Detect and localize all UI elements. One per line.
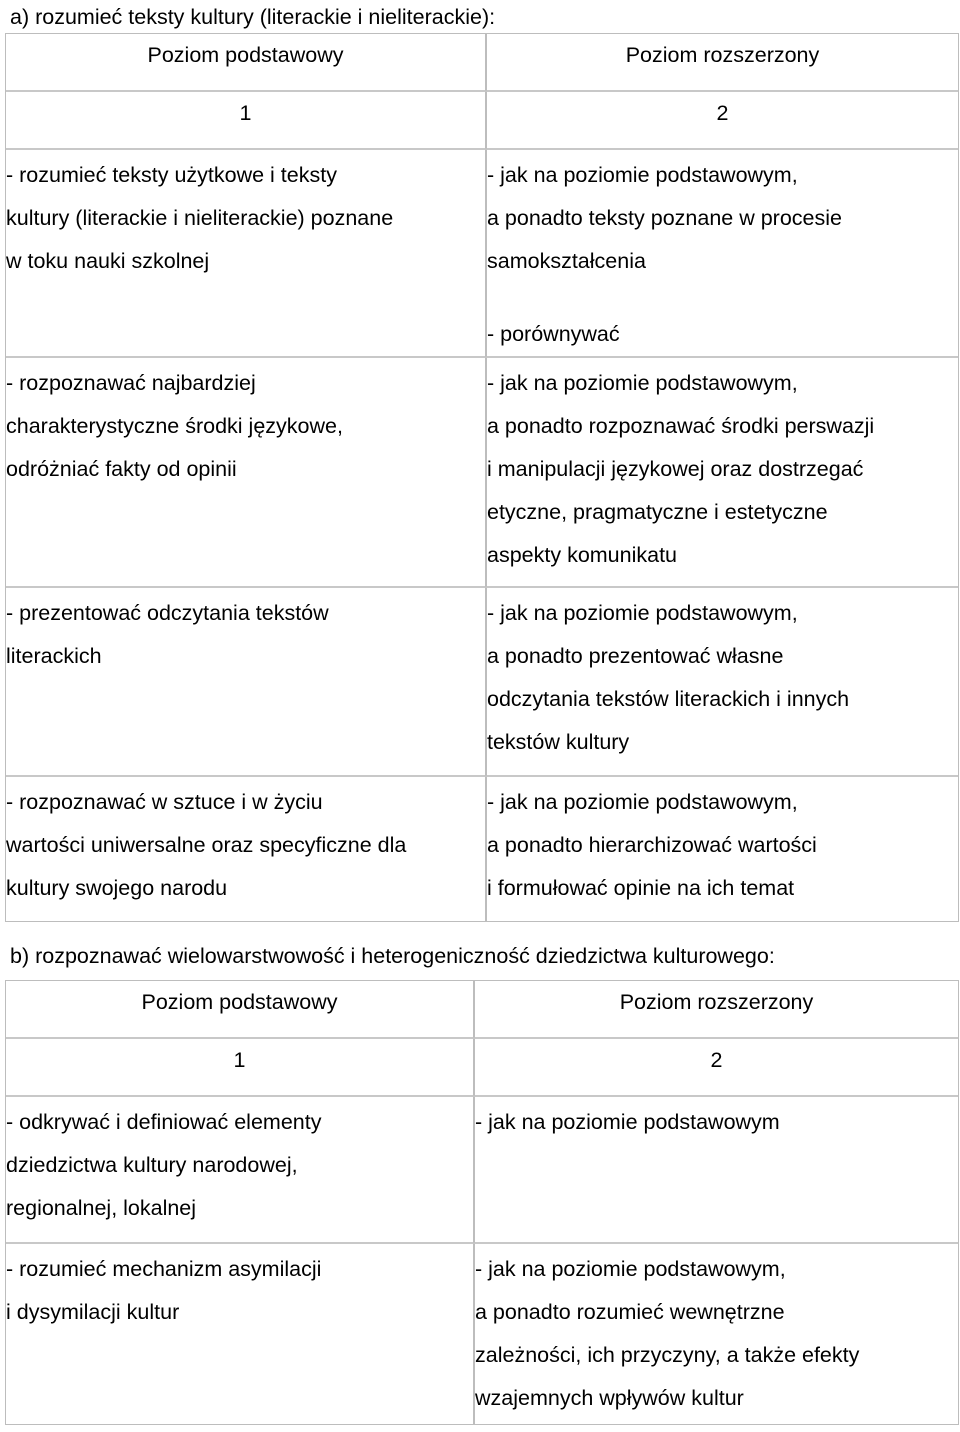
cell-line: dziedzictwa kultury narodowej, [6,1153,298,1177]
section-b-heading: b) rozpoznawać wielowarstwowość i heterogeniczność dziedzictwa kulturowego: [10,944,775,968]
cell-line: zależności, ich przyczyny, a także efekty [475,1343,860,1367]
table-header-row [6,981,958,1039]
cell-line: - jak na poziomie podstawowym, [475,1257,786,1281]
cell-extended [474,1097,958,1244]
table-header-row [6,34,958,92]
cell-line: kultury swojego narodu [6,876,228,900]
cell-line: literackich [6,644,102,668]
cell-line: odczytania tekstów literackich i innych [487,687,850,711]
cell-extended [474,1244,958,1424]
cell-line: aspekty komunikatu [487,543,678,567]
cell-line: wzajemnych wpływów kultur [475,1386,744,1410]
cell-line: a ponadto prezentować własne [487,644,784,668]
table-row [6,777,958,921]
cell-line: - rozumieć teksty użytkowe i teksty [6,163,337,187]
cell-line: charakterystyczne środki językowe, [6,414,343,438]
requirements-table-b [5,980,959,1425]
column-number-basic: 1 [6,1039,474,1097]
cell-line: - rozumieć mechanizm asymilacji [6,1257,322,1281]
column-header-basic: Poziom podstawowy [6,981,474,1039]
cell-line: wartości uniwersalne oraz specyficzne dla [6,833,407,857]
cell-line: samokształcenia [487,249,646,273]
table-number-row [6,92,958,150]
cell-line: etyczne, pragmatyczne i estetyczne [487,500,828,524]
cell-line: - prezentować odczytania tekstów [6,601,329,625]
requirements-table-a [5,33,959,922]
cell-line: - jak na poziomie podstawowym, [487,601,798,625]
section-a-heading: a) rozumieć teksty kultury (literackie i nieliterackie): [10,5,496,29]
cell-line: - jak na poziomie podstawowym, [487,371,798,395]
table-number-row [6,1039,958,1097]
column-header-extended: Poziom rozszerzony [486,34,958,92]
cell-line: kultury (literackie i nieliterackie) poznane [6,206,394,230]
cell-line: odróżniać fakty od opinii [6,457,237,481]
table-row [6,588,958,777]
table-row [6,150,958,358]
cell-line: - jak na poziomie podstawowym [475,1110,780,1134]
cell-basic [6,777,486,921]
cell-basic [6,358,486,588]
column-header-extended: Poziom rozszerzony [474,981,958,1039]
column-number-extended: 2 [474,1039,958,1097]
cell-line: - rozpoznawać najbardziej [6,371,256,395]
cell-line: a ponadto teksty poznane w procesie [487,206,842,230]
cell-extended [486,150,958,358]
column-number-basic: 1 [6,92,486,150]
table-row [6,1097,958,1244]
cell-line: i dysymilacji kultur [6,1300,180,1324]
cell-line: - jak na poziomie podstawowym, [487,790,798,814]
cell-line: tekstów kultury [487,730,630,754]
table-row [6,358,958,588]
cell-extended [486,588,958,777]
table-row [6,1244,958,1424]
cell-extended [486,358,958,588]
cell-line: - jak na poziomie podstawowym, [487,163,798,187]
cell-line: - rozpoznawać w sztuce i w życiu [6,790,323,814]
cell-line: - odkrywać i definiować elementy [6,1110,322,1134]
cell-basic [6,150,486,358]
cell-line: i formułować opinie na ich temat [487,876,795,900]
cell-line: a ponadto rozpoznawać środki perswazji [487,414,875,438]
cell-basic [6,1097,474,1244]
cell-line: a ponadto rozumieć wewnętrzne [475,1300,785,1324]
column-header-basic: Poziom podstawowy [6,34,486,92]
cell-basic [6,1244,474,1424]
cell-line: regionalnej, lokalnej [6,1196,197,1220]
cell-basic [6,588,486,777]
cell-line: i manipulacji językowej oraz dostrzegać [487,457,864,481]
cell-line: a ponadto hierarchizować wartości [487,833,817,857]
cell-line: w toku nauki szkolnej [6,249,210,273]
column-number-extended: 2 [486,92,958,150]
cell-extended [486,777,958,921]
cell-line: - porównywać [487,322,620,346]
